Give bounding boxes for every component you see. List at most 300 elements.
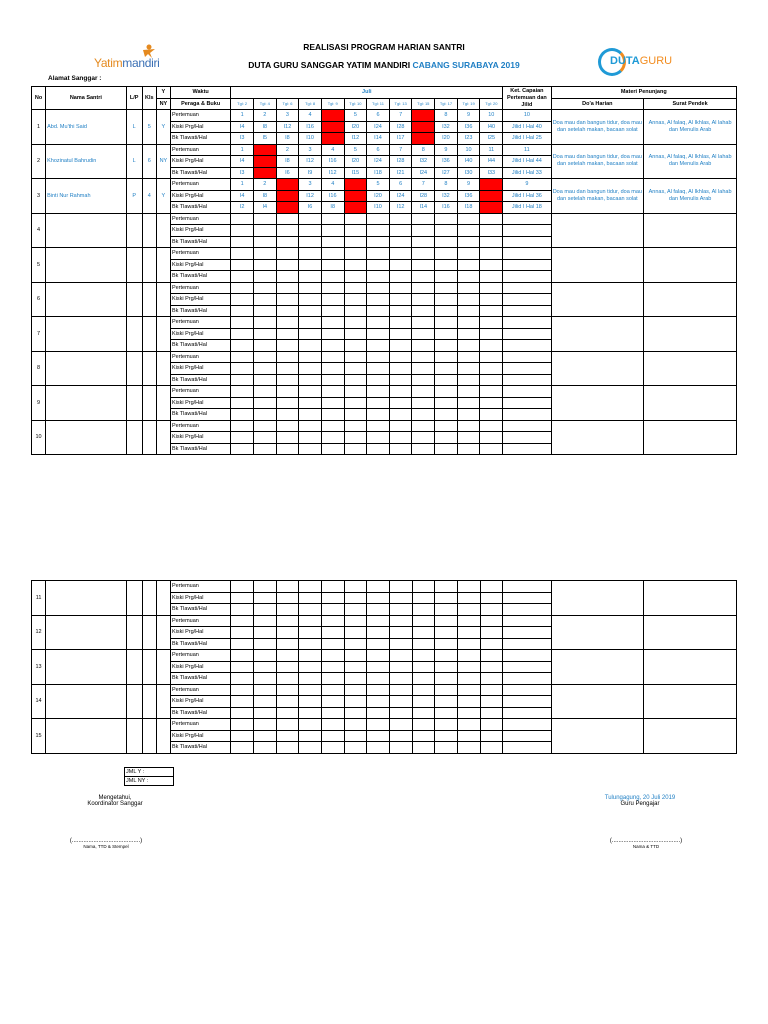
- table-row: [32, 144, 737, 156]
- empty-cell: [46, 420, 127, 455]
- student-no: 9: [32, 386, 46, 421]
- date-cell: [435, 420, 458, 432]
- date-cell: [389, 581, 412, 593]
- doa-cell: [551, 581, 644, 616]
- row-label: Pertemuan: [170, 615, 230, 627]
- date-cell: [344, 248, 367, 260]
- date-cell: [457, 604, 480, 616]
- date-cell: I32: [435, 190, 458, 202]
- date-cell: [344, 627, 367, 639]
- row-label: Bk Tlawati/Hal: [170, 133, 230, 145]
- date-cell: [412, 110, 435, 122]
- doa-cell: Doa mau dan bangun tidur, doa mau dan setelah makan, bacaan solat: [551, 110, 644, 145]
- table-row: [32, 248, 737, 260]
- date-cell: [231, 696, 254, 708]
- date-cell: [253, 213, 276, 225]
- date-cell: I2: [231, 202, 254, 214]
- table-row: [32, 351, 737, 363]
- date-cell: I32: [412, 156, 435, 168]
- date-cell: [344, 707, 367, 719]
- date-cell: [480, 386, 503, 398]
- date-cell: [389, 363, 412, 375]
- doa-cell: [551, 282, 644, 317]
- date-cell: [344, 259, 367, 271]
- date-cell: [367, 673, 390, 685]
- student-no: 15: [32, 719, 46, 754]
- date-cell: [276, 374, 299, 386]
- date-cell: [435, 581, 458, 593]
- date-cell: [435, 707, 458, 719]
- date-cell: [231, 627, 254, 639]
- date-cell: [457, 661, 480, 673]
- right-sig-caption: Nama & TTD: [632, 844, 660, 849]
- surat-cell: [644, 615, 737, 650]
- jml-y-label: JML Y :: [125, 768, 174, 777]
- date-cell: [321, 248, 344, 260]
- date-cell: [412, 604, 435, 616]
- empty-cell: [156, 282, 170, 317]
- date-cell: [503, 282, 551, 294]
- date-cell: [299, 236, 322, 248]
- date-cell: [231, 684, 254, 696]
- date-cell: [299, 742, 322, 754]
- surat-cell: [644, 650, 737, 685]
- date-cell: [253, 167, 276, 179]
- date-cell: [389, 696, 412, 708]
- table-row: [32, 615, 737, 627]
- date-cell: 5: [344, 144, 367, 156]
- date-cell: 6: [389, 179, 412, 191]
- date-cell: [412, 317, 435, 329]
- surat-cell: [644, 581, 737, 616]
- date-cell: [344, 236, 367, 248]
- row-label: Pertemuan: [170, 282, 230, 294]
- date-cell: [276, 236, 299, 248]
- date-cell: [412, 627, 435, 639]
- date-cell: [321, 213, 344, 225]
- date-cell: 4: [321, 144, 344, 156]
- date-cell: [480, 742, 503, 754]
- right-sig-line: (.........................................): [609, 838, 683, 844]
- guru-pengajar-label: Guru Pengajar: [620, 801, 660, 807]
- date-cell: [344, 202, 367, 214]
- row-label: Bk Tlawati/Hal: [170, 673, 230, 685]
- student-no: 12: [32, 615, 46, 650]
- row-label: Kiski Prg/Hal: [170, 696, 230, 708]
- date-cell: [389, 673, 412, 685]
- date-cell: [389, 294, 412, 306]
- date-cell: [412, 363, 435, 375]
- date-cell: [367, 282, 390, 294]
- date-cell: [367, 742, 390, 754]
- student-no: 2: [32, 144, 46, 179]
- student-no: 7: [32, 317, 46, 352]
- date-cell: [344, 190, 367, 202]
- date-cell: [321, 386, 344, 398]
- date-cell: [253, 317, 276, 329]
- date-cell: [435, 397, 458, 409]
- student-no: 1: [32, 110, 46, 145]
- doa-cell: Doa mau dan bangun tidur, doa mau dan setelah makan, bacaan solat: [551, 144, 644, 179]
- date-cell: [457, 236, 480, 248]
- date-cell: [367, 638, 390, 650]
- table-row: [32, 317, 737, 329]
- date-cell: [253, 409, 276, 421]
- date-cell: [231, 351, 254, 363]
- date-cell: [435, 604, 458, 616]
- student-no: 4: [32, 213, 46, 248]
- date-cell: I6: [299, 202, 322, 214]
- row-label: Kiski Prg/Hal: [170, 432, 230, 444]
- date-cell: [480, 351, 503, 363]
- date-cell: [344, 719, 367, 731]
- date-cell: [389, 386, 412, 398]
- date-cell: [254, 592, 277, 604]
- date-cell: [503, 259, 551, 271]
- date-cell: [344, 340, 367, 352]
- row-label: Kiski Prg/Hal: [170, 190, 230, 202]
- date-cell: [503, 719, 551, 731]
- date-cell: [435, 592, 458, 604]
- date-cell: I21: [389, 167, 412, 179]
- date-cell: [457, 282, 480, 294]
- date-cell: I24: [412, 167, 435, 179]
- date-cell: I10: [299, 133, 322, 145]
- empty-cell: [126, 386, 142, 421]
- subtitle-branch: CABANG SURABAYA 2019: [412, 60, 520, 70]
- date-cell: [276, 604, 299, 616]
- date-cell: [503, 236, 551, 248]
- date-cell: [367, 317, 390, 329]
- date-cell: [480, 179, 503, 191]
- date-cell: I18: [367, 167, 390, 179]
- date-cell: [412, 638, 435, 650]
- ket-cell: 9: [503, 179, 551, 191]
- date-cell: [503, 604, 551, 616]
- empty-cell: [126, 351, 142, 386]
- date-cell: [412, 684, 435, 696]
- date-cell: [480, 638, 503, 650]
- date-cell: [321, 397, 344, 409]
- date-cell: I10: [367, 202, 390, 214]
- student-name: Abd. Mu'thi Said: [46, 110, 127, 145]
- date-cell: [503, 317, 551, 329]
- date-cell: [276, 707, 299, 719]
- date-cell: [254, 661, 277, 673]
- date-cell: [254, 742, 277, 754]
- date-cell: [412, 615, 435, 627]
- date-cell: [480, 271, 503, 283]
- surat-cell: [644, 684, 737, 719]
- date-cell: [299, 409, 322, 421]
- date-cell: 10: [457, 144, 480, 156]
- date-cell: [435, 684, 458, 696]
- empty-cell: [142, 650, 156, 685]
- date-cell: [367, 719, 390, 731]
- date-cell: [344, 386, 367, 398]
- date-cell: [299, 432, 322, 444]
- date-cell: [276, 225, 299, 237]
- date-cell: [231, 420, 254, 432]
- date-cell: I44: [480, 156, 503, 168]
- footer-left: [60, 795, 170, 807]
- date-cell: [231, 305, 254, 317]
- date-cell: [389, 213, 412, 225]
- date-cell: [435, 340, 458, 352]
- date-cell: [367, 661, 390, 673]
- empty-cell: [46, 213, 127, 248]
- subtitle-org: DUTA GURU SANGGAR YATIM MANDIRI: [248, 60, 411, 70]
- date-cell: [457, 627, 480, 639]
- date-cell: [480, 225, 503, 237]
- row-label: Bk Tlawati/Hal: [170, 305, 230, 317]
- date-cell: [457, 650, 480, 662]
- date-cell: I20: [344, 121, 367, 133]
- date-cell: [480, 328, 503, 340]
- date-cell: [322, 615, 345, 627]
- ket-cell: 10: [503, 110, 551, 122]
- date-cell: [412, 386, 435, 398]
- date-cell: [367, 684, 390, 696]
- attendance-table-1: [31, 86, 737, 455]
- empty-cell: [156, 615, 170, 650]
- date-cell: [322, 696, 345, 708]
- date-cell: I3: [231, 167, 254, 179]
- date-cell: [480, 581, 503, 593]
- date-cell: [253, 420, 276, 432]
- date-cell: [299, 707, 322, 719]
- surat-cell: [644, 282, 737, 317]
- date-cell: [344, 742, 367, 754]
- ket-cell: Jilid I Hal 33: [503, 167, 551, 179]
- date-cell: [231, 328, 254, 340]
- date-cell: I12: [344, 133, 367, 145]
- date-cell: [231, 443, 254, 455]
- date-cell: [231, 673, 254, 685]
- date-cell: [412, 340, 435, 352]
- date-cell: [299, 248, 322, 260]
- empty-cell: [46, 351, 127, 386]
- date-cell: [344, 282, 367, 294]
- date-cell: [457, 581, 480, 593]
- koordinator-label: Koordinator Sanggar: [87, 801, 143, 807]
- date-cell: I28: [389, 156, 412, 168]
- date-cell: [231, 581, 254, 593]
- col-date: Tgl: 6: [276, 98, 299, 110]
- date-cell: [253, 271, 276, 283]
- date-cell: [344, 673, 367, 685]
- empty-cell: [46, 386, 127, 421]
- date-cell: [412, 409, 435, 421]
- date-cell: [389, 305, 412, 317]
- date-cell: [254, 627, 277, 639]
- date-cell: [344, 305, 367, 317]
- date-cell: [322, 661, 345, 673]
- date-cell: I24: [389, 190, 412, 202]
- surat-cell: Annas, Al falaq, Al Ikhlas, Al lahab dan Menulis Arab: [644, 144, 737, 179]
- date-cell: I18: [457, 202, 480, 214]
- date-cell: [231, 248, 254, 260]
- doa-cell: [551, 684, 644, 719]
- date-cell: [503, 328, 551, 340]
- doa-cell: [551, 213, 644, 248]
- date-cell: [344, 684, 367, 696]
- doa-cell: [551, 650, 644, 685]
- date-cell: 7: [389, 144, 412, 156]
- date-cell: [321, 432, 344, 444]
- date-cell: [231, 259, 254, 271]
- date-cell: [276, 730, 299, 742]
- row-label: Bk Tlawati/Hal: [170, 340, 230, 352]
- date-cell: [299, 340, 322, 352]
- date-cell: [276, 179, 299, 191]
- date-cell: [367, 386, 390, 398]
- ket-cell: Jilid I Hal 36: [503, 190, 551, 202]
- date-cell: [254, 650, 277, 662]
- date-cell: [389, 661, 412, 673]
- date-cell: [389, 236, 412, 248]
- empty-cell: [126, 282, 142, 317]
- empty-cell: [156, 684, 170, 719]
- date-cell: I17: [389, 133, 412, 145]
- date-cell: [231, 374, 254, 386]
- row-label: Pertemuan: [170, 386, 230, 398]
- date-cell: I4: [231, 190, 254, 202]
- date-cell: [412, 443, 435, 455]
- date-cell: [276, 259, 299, 271]
- col-date: Tgl: 2: [231, 98, 254, 110]
- date-cell: [299, 730, 322, 742]
- ket-cell: Jilid I Hal 44: [503, 156, 551, 168]
- surat-cell: Annas, Al falaq, Al Ikhlas, Al lahab dan Menulis Arab: [644, 110, 737, 145]
- date-cell: [299, 673, 322, 685]
- date-cell: 4: [299, 110, 322, 122]
- student-kls: 6: [142, 144, 156, 179]
- date-cell: [503, 707, 551, 719]
- date-cell: [457, 592, 480, 604]
- date-cell: [480, 340, 503, 352]
- col-date: Tgl: 15: [412, 98, 435, 110]
- date-cell: [367, 363, 390, 375]
- date-cell: [276, 202, 299, 214]
- empty-cell: [142, 386, 156, 421]
- date-cell: [231, 661, 254, 673]
- date-cell: [321, 374, 344, 386]
- date-cell: [231, 317, 254, 329]
- doa-cell: [551, 351, 644, 386]
- date-cell: [299, 604, 322, 616]
- date-cell: [276, 684, 299, 696]
- date-cell: [503, 397, 551, 409]
- student-no: 10: [32, 420, 46, 455]
- date-cell: [457, 340, 480, 352]
- date-cell: [389, 719, 412, 731]
- student-yn: Y: [156, 179, 170, 214]
- row-label: Kiski Prg/Hal: [170, 121, 230, 133]
- date-cell: [412, 719, 435, 731]
- date-cell: [412, 282, 435, 294]
- surat-cell: [644, 719, 737, 754]
- date-cell: [253, 328, 276, 340]
- date-cell: I40: [480, 121, 503, 133]
- date-cell: [321, 133, 344, 145]
- date-cell: [253, 225, 276, 237]
- date-cell: [389, 638, 412, 650]
- date-cell: [344, 328, 367, 340]
- date-cell: [299, 351, 322, 363]
- row-label: Pertemuan: [170, 317, 230, 329]
- date-cell: [503, 650, 551, 662]
- date-cell: [254, 638, 277, 650]
- date-cell: [299, 305, 322, 317]
- date-cell: [457, 684, 480, 696]
- empty-cell: [156, 213, 170, 248]
- date-cell: [299, 328, 322, 340]
- date-cell: 9: [435, 144, 458, 156]
- date-cell: [367, 696, 390, 708]
- date-cell: I4: [231, 156, 254, 168]
- date-cell: [457, 707, 480, 719]
- date-cell: [299, 615, 322, 627]
- surat-cell: [644, 386, 737, 421]
- date-place-label: Tulungagung, 20 Juli 2019: [604, 795, 676, 801]
- date-cell: [503, 443, 551, 455]
- date-cell: [480, 282, 503, 294]
- date-cell: [435, 719, 458, 731]
- date-cell: [344, 420, 367, 432]
- date-cell: [412, 432, 435, 444]
- date-cell: [276, 638, 299, 650]
- date-cell: 7: [412, 179, 435, 191]
- date-cell: [389, 707, 412, 719]
- date-cell: [276, 328, 299, 340]
- row-label: Pertemuan: [170, 144, 230, 156]
- left-sig-line: (.........................................): [69, 838, 143, 844]
- date-cell: [276, 650, 299, 662]
- date-cell: [367, 271, 390, 283]
- date-cell: [276, 420, 299, 432]
- date-cell: [457, 409, 480, 421]
- date-cell: 1: [231, 144, 254, 156]
- date-cell: [435, 673, 458, 685]
- col-date: Tgl: 20: [480, 98, 503, 110]
- date-cell: [412, 742, 435, 754]
- date-cell: [231, 294, 254, 306]
- date-cell: 3: [299, 179, 322, 191]
- date-cell: [253, 386, 276, 398]
- date-cell: [322, 638, 345, 650]
- date-cell: [389, 650, 412, 662]
- date-cell: [321, 328, 344, 340]
- date-cell: [457, 328, 480, 340]
- col-date: Tgl: 8: [299, 98, 322, 110]
- date-cell: [412, 374, 435, 386]
- date-cell: [276, 719, 299, 731]
- date-cell: [412, 696, 435, 708]
- date-cell: [299, 282, 322, 294]
- date-cell: [321, 294, 344, 306]
- date-cell: [389, 259, 412, 271]
- date-cell: [321, 340, 344, 352]
- report-title: REALISASI PROGRAM HARIAN SANTRI: [303, 42, 465, 52]
- date-cell: [321, 259, 344, 271]
- date-cell: [412, 133, 435, 145]
- date-cell: [253, 259, 276, 271]
- date-cell: [344, 638, 367, 650]
- date-cell: [344, 179, 367, 191]
- doa-cell: [551, 615, 644, 650]
- date-cell: [299, 684, 322, 696]
